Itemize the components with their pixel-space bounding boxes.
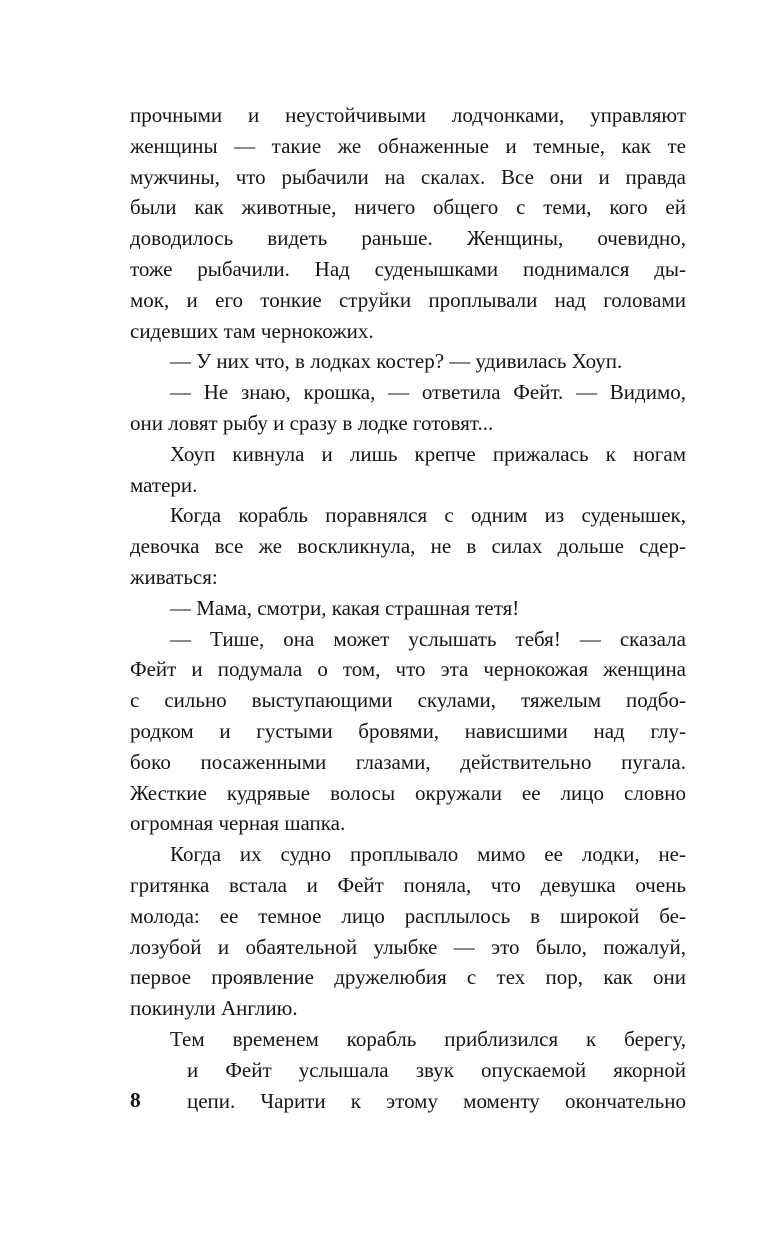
text-line: тоже рыбачили. Над суденышками поднимался ды-	[130, 256, 686, 281]
text-line: прочными и неустойчивыми лодчонками, управляют	[130, 103, 686, 127]
text-line: мужчины, что рыбачили на скалах. Все они и правда	[130, 164, 686, 189]
text-line: девочка все же воскликнула, не в силах дольше сдер-	[130, 534, 686, 559]
text-line: — Мама, смотри, какая страшная тетя!	[170, 595, 520, 620]
text-line: — Тише, она может услышать тебя! — сказала	[170, 626, 686, 651]
page-number: 8	[130, 1088, 141, 1112]
text-line: цепи. Чарити к этому моменту окончательно	[187, 1088, 686, 1113]
paragraph	[130, 100, 686, 346]
paragraph	[130, 439, 686, 501]
text-line: первое проявление дружелюбия с тех пор, как они	[130, 965, 686, 990]
paragraph	[130, 839, 686, 1024]
text-line: и Фейт услышала звук опускаемой якорной	[187, 1057, 686, 1082]
text-line: молода: ее темное лицо расплылось в широкой бе-	[130, 903, 686, 928]
text-line: матери.	[130, 472, 198, 497]
text-line: покинули Англию.	[130, 996, 298, 1021]
paragraph	[130, 624, 686, 840]
text-line: лозубой и обаятельной улыбке — это было, пожалуй,	[130, 934, 686, 959]
text-line: сидевших там чернокожих.	[130, 318, 374, 343]
text-line: Фейт и подумала о том, что эта чернокожая женщина	[130, 657, 686, 682]
text-line: Хоуп кивнула и лишь крепче прижалась к ногам	[170, 441, 686, 466]
text-line: с сильно выступающими скулами, тяжелым подбо-	[130, 688, 686, 713]
text-line: доводилось видеть раньше. Женщины, очевидно,	[130, 226, 686, 251]
text-line: гритянка встала и Фейт поняла, что девушка очень	[130, 872, 686, 897]
text-line: огромная черная шапка.	[130, 811, 346, 836]
text-line: живаться:	[130, 564, 218, 589]
text-line: были как животные, ничего общего с теми, кого ей	[130, 195, 686, 220]
paragraph	[130, 593, 686, 624]
text-line: Когда корабль поравнялся с одним из суденышек,	[170, 503, 686, 528]
text-line: Жесткие кудрявые волосы окружали ее лицо словно	[130, 780, 686, 805]
text-line: они ловят рыбу и сразу в лодке готовят...	[130, 410, 494, 435]
text-line: — У них что, в лодках костер? — удивилась Хоуп.	[170, 349, 623, 374]
paragraph	[130, 346, 686, 377]
text-block	[130, 100, 686, 1116]
paragraph	[130, 500, 686, 592]
text-line: боко посаженными глазами, действительно пугала.	[130, 749, 686, 774]
text-line: мок, и его тонкие струйки проплывали над головами	[130, 287, 686, 312]
text-line: Тем временем корабль приблизился к берегу,	[170, 1026, 686, 1051]
text-line: женщины — такие же обнаженные и темные, как те	[130, 133, 686, 158]
paragraph	[130, 1024, 686, 1116]
text-line: — Не знаю, крошка, — ответила Фейт. — Видимо,	[170, 380, 686, 405]
paragraph	[130, 377, 686, 439]
text-line: Когда их судно проплывало мимо ее лодки, не-	[170, 842, 686, 867]
text-line: родком и густыми бровями, нависшими над глу-	[130, 718, 686, 743]
